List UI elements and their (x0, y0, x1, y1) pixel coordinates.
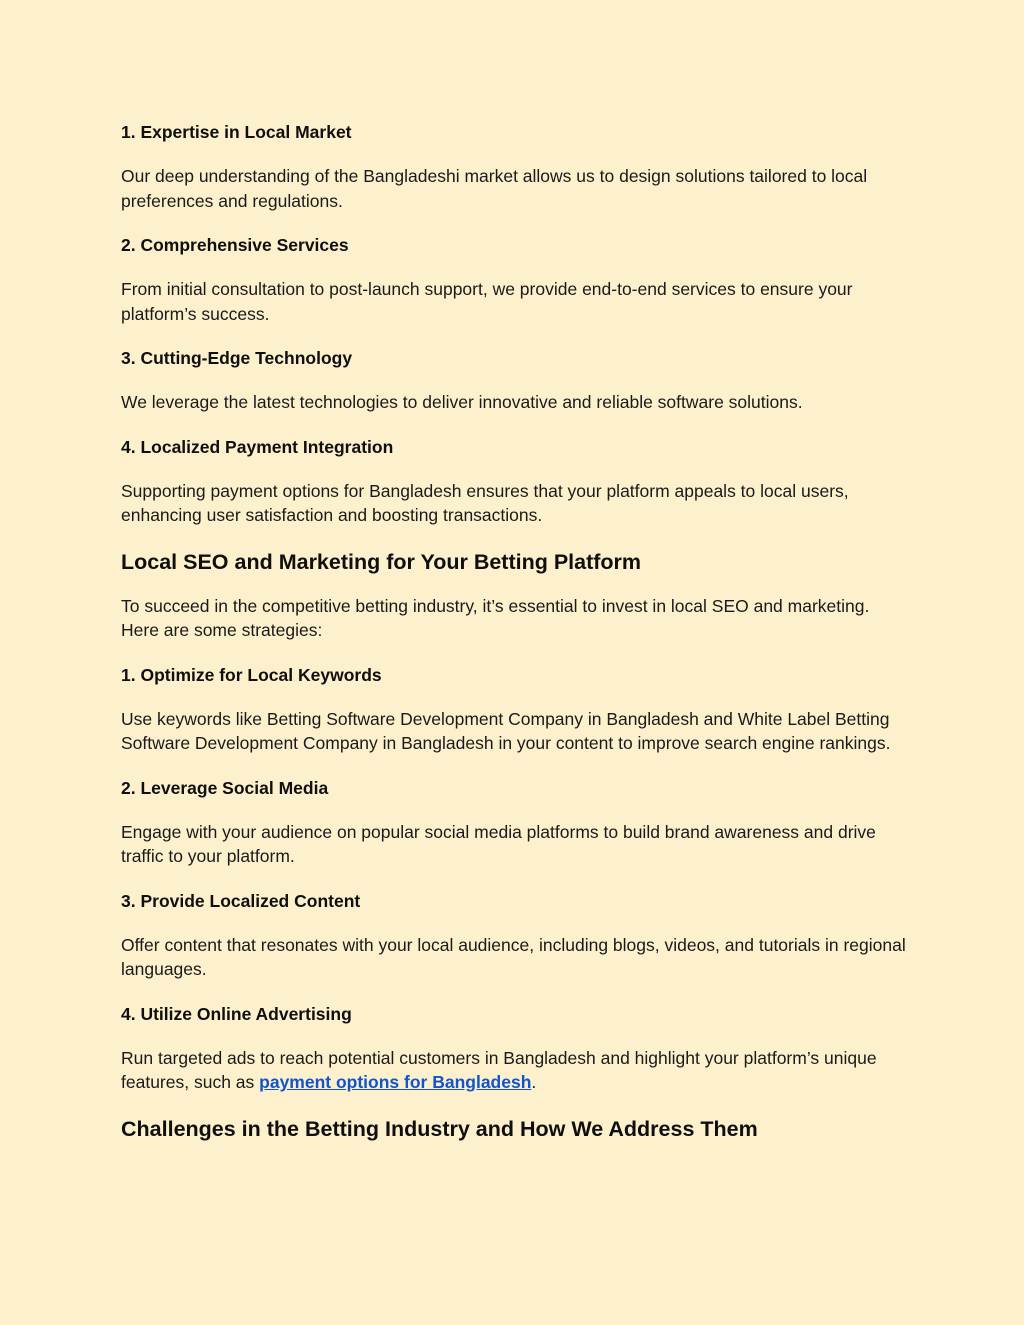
paragraph-payment-integration: Supporting payment options for Bangladesh ensures that your platform appeals to local users, enhancing user satisfaction and boosting transactions. (121, 480, 849, 525)
heading-technology: 3. Cutting-Edge Technology (121, 348, 353, 368)
paragraph-services: From initial consultation to post-launch support, we provide end-to-end services to ensure your platform’s success. (121, 279, 853, 324)
paragraph-localized-content: Offer content that resonates with your local audience, including blogs, videos, and tutorials in regional languages. (121, 934, 906, 979)
paragraph-technology: We leverage the latest technologies to deliver innovative and reliable software solutions. (121, 392, 803, 412)
document-content (121, 120, 911, 1143)
heading-online-advertising: 4. Utilize Online Advertising (121, 1003, 352, 1024)
paragraph-online-advertising (121, 1046, 911, 1095)
paragraph-online-advertising-text: Run targeted ads to reach potential customers in Bangladesh and highlight your platform’s unique features, such as (121, 1047, 877, 1092)
heading-local-keywords: 1. Optimize for Local Keywords (121, 664, 382, 685)
payment-options-link[interactable]: payment options for Bangladesh (259, 1072, 532, 1092)
heading-localized-content: 3. Provide Localized Content (121, 890, 361, 911)
paragraph-seo-intro: To succeed in the competitive betting industry, it’s essential to invest in local SEO and marketing. Here are some strategies: (121, 595, 870, 640)
heading-social-media: 2. Leverage Social Media (121, 777, 329, 798)
heading-expertise: 1. Expertise in Local Market (121, 122, 352, 142)
section-title-local-seo: Local SEO and Marketing for Your Betting Platform (121, 549, 642, 574)
paragraph-social-media: Engage with your audience on popular social media platforms to build brand awareness and drive traffic to your platform. (121, 821, 876, 866)
paragraph-expertise: Our deep understanding of the Bangladeshi market allows us to design solutions tailored to local preferences and regulations. (121, 166, 868, 211)
section-title-challenges: Challenges in the Betting Industry and How We Address Them (121, 1116, 758, 1141)
paragraph-local-keywords: Use keywords like Betting Software Development Company in Bangladesh and White Label Betting Software Development Company in Bangladesh in your content to improve search engine rankings. (121, 708, 891, 753)
heading-services: 2. Comprehensive Services (121, 235, 349, 255)
heading-payment-integration: 4. Localized Payment Integration (121, 436, 394, 457)
paragraph-online-advertising-end: . (531, 1072, 537, 1092)
